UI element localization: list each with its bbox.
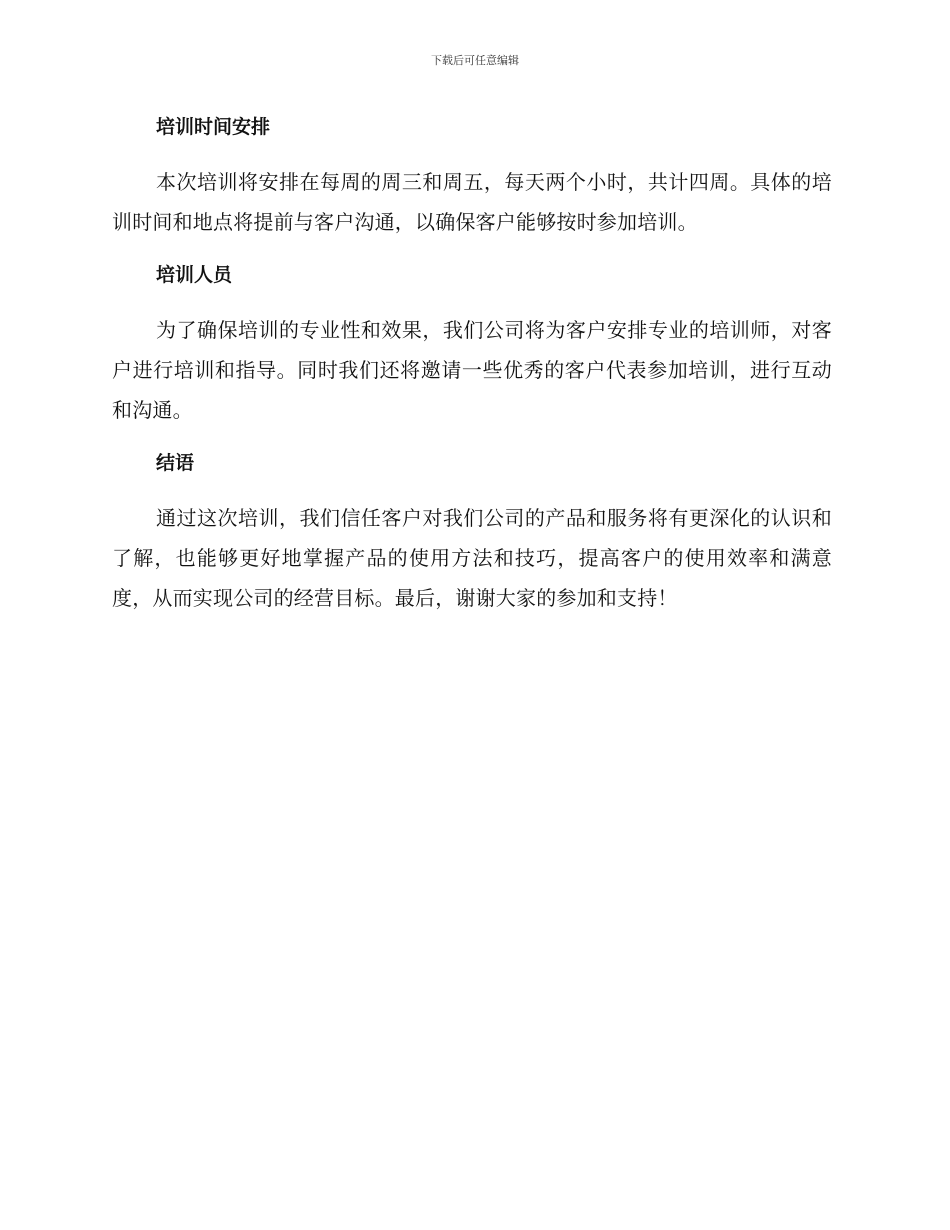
section-paragraph: 通过这次培训，我们信任客户对我们公司的产品和服务将有更深化的认识和了解，也能够更好地掌握产品的使用方法和技巧，提高客户的使用效率和满意度，从而实现公司的经营目标。最后，谢谢大家的参加和支持！ [112,506,832,610]
section-paragraph: 为了确保培训的专业性和效果，我们公司将为客户安排专业的培训师，对客户进行培训和指导。同时我们还将邀请一些优秀的客户代表参加培训，进行互动和沟通。 [112,318,832,422]
page-header: 下载后可任意编辑 [431,54,519,67]
section-paragraph: 本次培训将安排在每周的周三和周五，每天两个小时，共计四周。具体的培训时间和地点将提前与客户沟通，以确保客户能够按时参加培训。 [112,170,832,234]
section-training-staff [112,256,832,430]
section-heading: 结语 [156,452,195,474]
section-heading: 培训人员 [156,264,233,286]
section-conclusion [112,444,832,618]
section-heading: 培训时间安排 [156,116,271,138]
document-body [112,108,832,632]
section-training-schedule [112,108,832,242]
